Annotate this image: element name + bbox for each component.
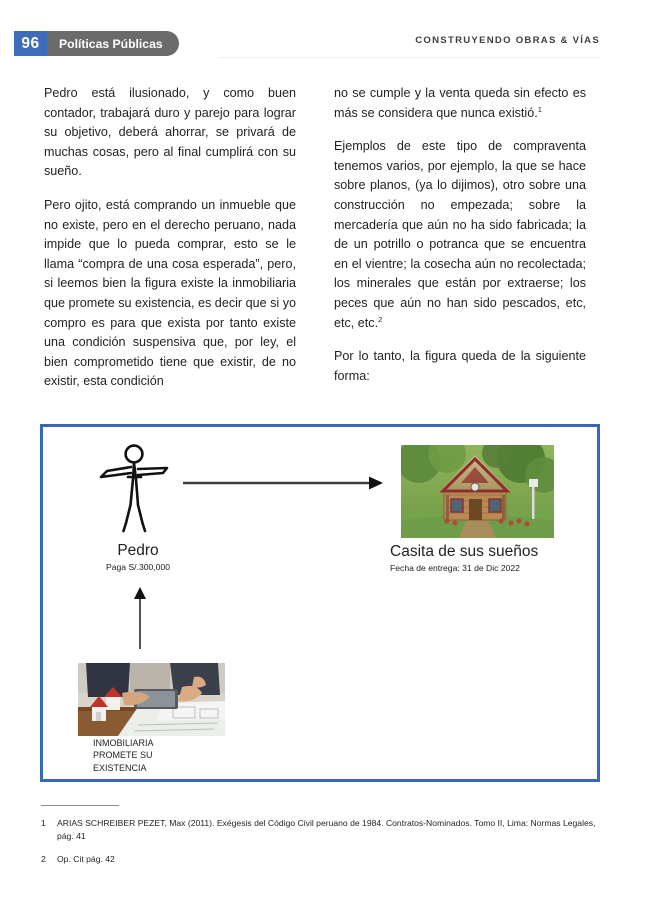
goal-subtitle: Fecha de entrega: 31 de Dic 2022	[390, 563, 520, 573]
agency-caption-line: PROMETE SU	[93, 750, 153, 761]
footnote-text: Op. Cit pág. 42	[57, 854, 115, 865]
footnote-divider	[41, 805, 119, 806]
agency-caption	[93, 737, 273, 774]
footnote-item	[41, 817, 601, 842]
paragraph	[334, 84, 586, 123]
footnote-ref[interactable]: 1	[537, 104, 542, 114]
arrow-right-icon	[183, 475, 383, 491]
paragraph-text: Ejemplos de este tipo de compraventa tenemos varios, por ejemplo, la que se hace sobre planos, (ya lo dijimos), otro sobre una construcción no empezada; sobre la mercadería que aún no ha sido fabricada; la de un potrillo o potranca que se encuentra en el vientre; la cosecha aún no recolectada; los minerales que están por extraerse; los peces que aún no han sido pescados, etc, etc, etc.	[334, 139, 586, 330]
paragraph: Por lo tanto, la figura queda de la siguiente forma:	[334, 349, 586, 383]
footnote-ref[interactable]: 2	[378, 314, 383, 324]
agency-caption-line: EXISTENCIA	[93, 762, 147, 773]
header-divider	[218, 57, 601, 58]
figure-diagram-box	[40, 424, 600, 782]
actor-subtitle: Paga S/.300,000	[105, 562, 171, 572]
footnote-text: ARIAS SCHREIBER PEZET, Max (2011). Exégesis del Código Civil peruano de 1984. Contratos-Nominados. Tomo II, Lima: Normas Legales, pág. 41	[57, 818, 596, 841]
agency-caption-line: INMOBILIARIA	[93, 738, 154, 748]
actor-caption	[63, 542, 213, 573]
paragraph-text: no se cumple y la venta queda sin efecto es más se considera que nunca existió.	[334, 86, 586, 120]
cabin-house-photo	[401, 445, 554, 538]
page-number: 96	[14, 31, 47, 56]
running-head: CONSTRUYENDO OBRAS & VÍAS	[415, 35, 600, 46]
paragraph: Pero ojito, está comprando un inmueble que no existe, pero en el derecho peruano, nada impide que lo pueda comprar, esto se le llama “compra de una cosa esperada”, pero, si leemos bien la figura existe la inmobiliaria que promete su existencia, es decir que si yo compro es para que exista por tanto existe una condición suspensiva que, por ley, el bien comprometido tiene que existir, de no existir, esta condición	[44, 197, 297, 389]
actor-name: Pedro	[117, 542, 159, 559]
footnotes-section	[41, 805, 601, 866]
left-text-column	[44, 84, 296, 392]
stick-figure-person-icon	[93, 443, 177, 535]
right-text-column	[334, 84, 586, 386]
figure-content	[43, 427, 597, 779]
goal-title: Casita de sus sueños	[390, 543, 539, 560]
arrow-up-icon	[131, 587, 149, 649]
footnote-item	[41, 853, 601, 866]
paragraph	[334, 137, 586, 333]
footnote-number: 1	[41, 818, 46, 828]
section-tag: Políticas Públicas	[47, 31, 179, 56]
folio-block	[14, 31, 179, 56]
footnote-number: 2	[41, 854, 46, 865]
page-header	[0, 0, 650, 70]
realtor-handshake-blueprints-photo	[78, 663, 225, 736]
goal-caption	[390, 543, 620, 574]
paragraph: Pedro está ilusionado, y como buen contador, trabajará duro y parejo para lograr su objetivo, deberá ahorrar, se privará de muchas cosas, pero al final cumplirá con su sueño.	[44, 86, 296, 179]
